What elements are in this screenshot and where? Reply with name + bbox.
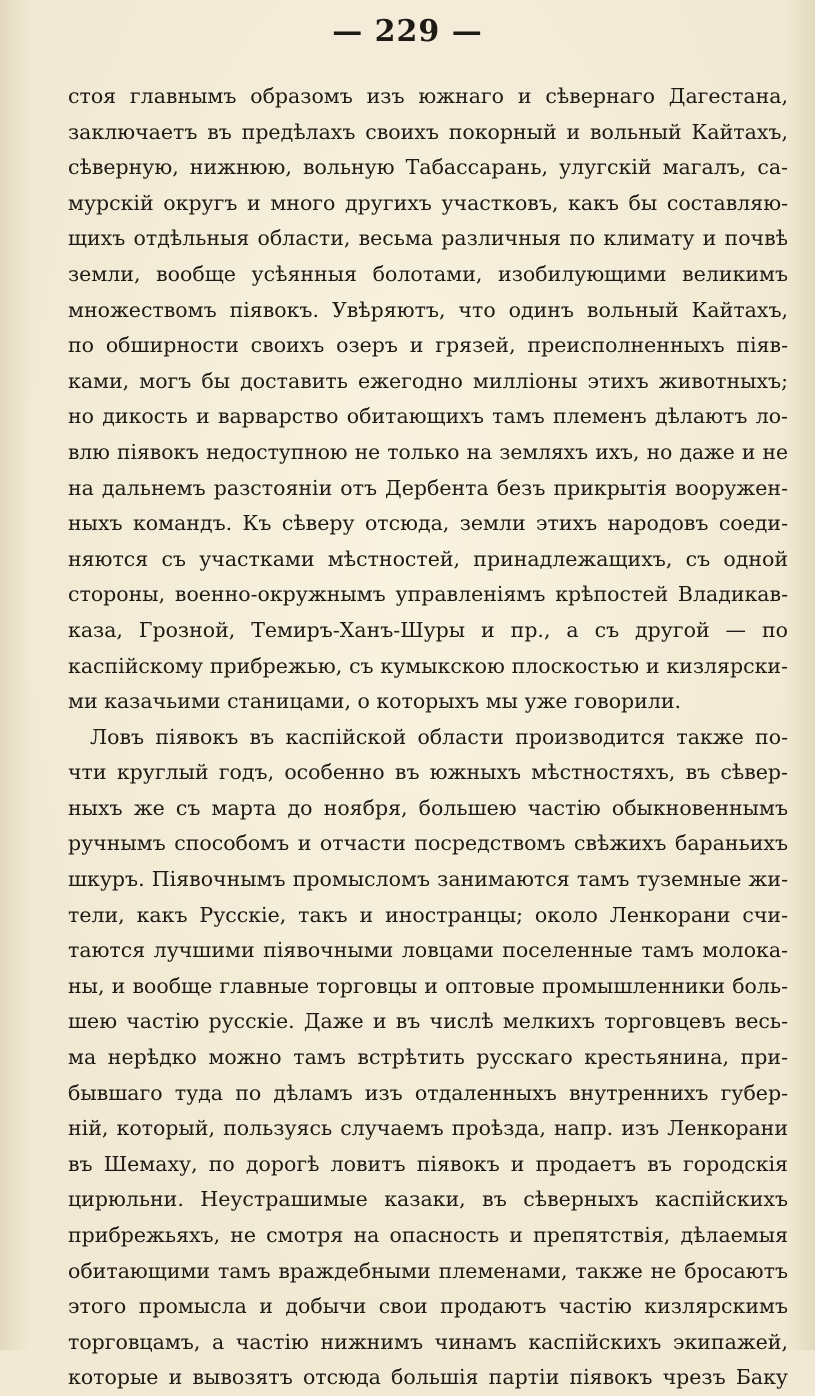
text-line: ми казачьими станицами, о которыхъ мы уже говорили.	[68, 689, 682, 714]
text-line: но дикость и варварство обитающихъ тамъ племенъ дѣлаютъ ло-	[68, 404, 788, 429]
text-line: въ Шемаху, по дорогѣ ловитъ піявокъ и продаетъ въ городскія	[68, 1151, 788, 1176]
body-text	[68, 79, 788, 1396]
text-line: няются съ участками мѣстностей, принадлежащихъ, съ одной	[68, 546, 788, 571]
text-line: стоя главнымъ образомъ изъ южнаго и сѣвернаго Дагестана,	[68, 84, 788, 108]
text-line: чти круглый годъ, особенно въ южныхъ мѣстностяхъ, въ сѣвер-	[68, 760, 788, 785]
text-line: щихъ отдѣльныя области, весьма различныя по климату и почвѣ	[68, 226, 788, 251]
text-line: торговцамъ, а частію нижнимъ чинамъ каспійскихъ экипажей,	[68, 1329, 788, 1354]
text-line: ній, который, пользуясь случаемъ проѣзда, напр. изъ Ленкорани	[68, 1116, 788, 1141]
text-line: ны, и вообще главные торговцы и оптовые промышленники боль-	[68, 973, 788, 998]
text-line: тели, какъ Русскіе, такъ и иностранцы; около Ленкорани счи-	[68, 902, 788, 927]
text-line: шею частію русскіе. Даже и въ числѣ мелкихъ торговцевъ весь-	[68, 1009, 788, 1034]
paragraph-1	[68, 79, 788, 720]
text-line: ныхъ же съ марта до ноября, большею частію обыкновеннымъ	[68, 795, 788, 820]
page-number: — 229 —	[332, 14, 483, 49]
paragraph-2	[68, 720, 788, 1396]
text-line: ручнымъ способомъ и отчасти посредствомъ свѣжихъ бараньихъ	[68, 831, 788, 856]
text-line: каспійскому прибрежью, съ кумыкскою плоскостью и кизлярски-	[68, 653, 788, 678]
text-line: Ловъ піявокъ въ каспійской области производится также по-	[90, 724, 788, 749]
text-line: этого промысла и добычи свои продаютъ частію кизлярскимъ	[68, 1294, 788, 1319]
text-line: множествомъ піявокъ. Увѣряютъ, что одинъ вольный Кайтахъ,	[68, 297, 788, 322]
text-line: обитающими тамъ враждебными племенами, также не бросаютъ	[68, 1258, 788, 1283]
text-line: стороны, военно-окружнымъ управленіямъ крѣпостей Владикав-	[68, 582, 788, 607]
text-line: каза, Грозной, Темиръ-Ханъ-Шуры и пр., а съ другой — по	[68, 617, 788, 642]
text-line: цирюльни. Неустрашимые казаки, въ сѣверныхъ каспійскихъ	[68, 1187, 788, 1212]
text-line: на дальнемъ разстояніи отъ Дербента безъ прикрытія вооружен-	[68, 475, 788, 500]
text-line: земли, вообще усѣянныя болотами, изобилующими великимъ	[68, 261, 788, 286]
text-line: мурскій округъ и много другихъ участковъ, какъ бы составляю-	[68, 190, 788, 215]
text-line: влю піявокъ недоступною не только на земляхъ ихъ, но даже и не	[68, 439, 788, 464]
text-line: ками, могъ бы доставить ежегодно милліоны этихъ животныхъ;	[68, 368, 788, 393]
text-line: заключаетъ въ предѣлахъ своихъ покорный и вольный Кайтахъ,	[68, 119, 788, 144]
text-line: ма нерѣдко можно тамъ встрѣтить русскаго крестьянина, при-	[68, 1045, 788, 1070]
text-line: которые и вывозятъ отсюда большія партіи піявокъ чрезъ Баку	[68, 1365, 788, 1390]
text-line: таются лучшими піявочными ловцами поселенные тамъ молока-	[68, 938, 788, 963]
text-line: сѣверную, нижнюю, вольную Табассарань, улугскій магалъ, са-	[68, 155, 788, 180]
text-line: бывшаго туда по дѣламъ изъ отдаленныхъ внутреннихъ губер-	[68, 1080, 788, 1105]
text-line: прибрежьяхъ, не смотря на опасность и препятствія, дѣлаемыя	[68, 1223, 788, 1247]
text-line: по обширности своихъ озеръ и грязей, преисполненныхъ піяв-	[68, 333, 788, 358]
text-line: ныхъ командъ. Къ сѣверу отсюда, земли этихъ народовъ соеди-	[68, 511, 788, 536]
text-line: шкуръ. Піявочнымъ промысломъ занимаются тамъ туземные жи-	[68, 867, 788, 892]
